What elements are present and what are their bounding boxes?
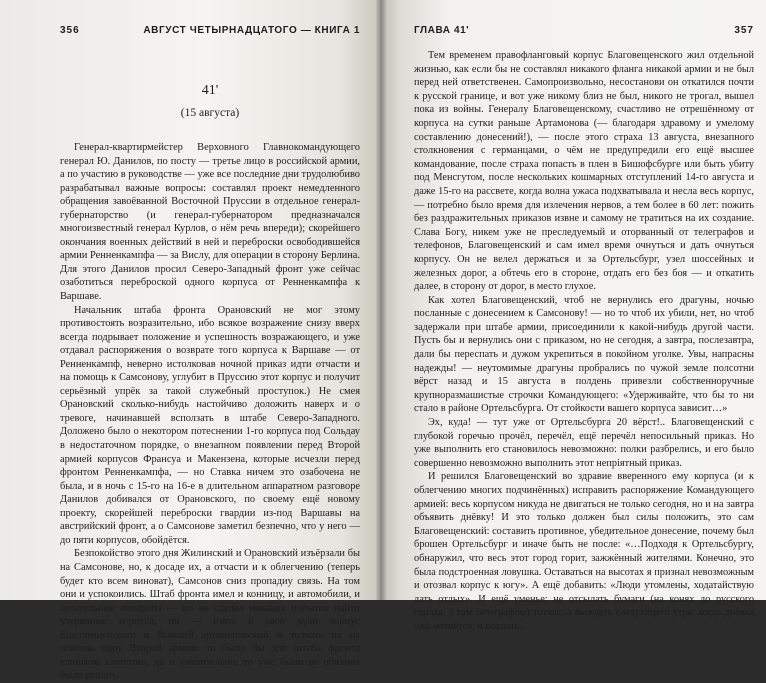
paragraph: Эх, куда! — тут уже от Ортельсбурга 20 вёрст!.. Благовещенский с глубокой горечью прочёл, перечёл, ещё перечёл непосильный приказ. Но уже выполнить его становилось невозможно: полки разбрелись, и его было совершенно невозможно выполнить этот непріятный приказ. [414, 417, 754, 469]
running-title: ГЛАВА 41' [414, 25, 470, 36]
page-number: 357 [734, 25, 754, 36]
right-page-body [414, 49, 754, 634]
left-running-head [60, 25, 360, 39]
chapter-date: (15 августа) [180, 107, 240, 119]
paragraph: И решился Благовещенский во здравие вверенного ему корпуса (и к облегчению многих подчинённых) исправить распоряжение Командующего армией: весь корпусом никуда не двигаться не только сегодня, но и на завтра объявить днёвку! И это только должен был силы положить, это сам Благовещенский: составить противное, убедительное донесение, почему был брошен Ортельсбург и иначе быть не после: «…Подходя к Ортельсбургу, обнаружил, что весь этот город горит, зажжённый жителями. Конечно, это была подстроенная ловушка. Оставаться на высотах я признал невозможным и отозвал корпус к югу». А ещё добавить: «Люди утомлены, ходатайствую дать отдых». И ещё уменье: не отсылать бумаги (на конях до русского города, а там телеграфом) тотчас, а выждать следующего утра, когда днёвка уже начнётся, и послать. [414, 471, 754, 632]
paragraph: Как хотел Благовещенский, чтоб не вернулись его драгуны, ночью посланные с донесением к Самсонову! — но то чтоб их убили, нет, но чтоб задержали при штабе армии, присоединили к какой-нибудь другой части. Пусть бы и вернулись они с приказом, но не сегодня, а завтра, послезавтра, дали бы переспать и дужом укрепиться в покойном уголке. Увы, напрасны надежды! — неутомимые драгуны пробрались по чужой земле полсотни вёрст назад и 15 августа в полдень привезли собственноручные крупноразмашистые строчки Командующего: «Удерживайте, что бы то ни стало в районе Ортельсбурга. От стойкости вашего корпуса зависит…» [414, 294, 754, 415]
chapter-title: 41' [201, 83, 219, 98]
paragraph: Начальник штаба фронта Орановский не мог этому противостоять возразительно, ибо всякое возражение снизу вверх всегда подрывает положение и успешность возражающего, и уже отдавал распоряжения о возврате того корпуса к Варшаве — от Ренненкампф, неверно истолковав ночной приказ идти отчасти и на помощь к Самсонову, углубит в Пруссию этот корпус и получит серьёзный упрёк за такой служебный проступок.) Не смея Орановский сколько-нибудь настойчиво доложить наверх и о тревоге, начинавшей всползать в штабе Северо-Западного. Доложено было о некотором потеснении 1-го корпуса под Сольдау в недостаточном порядке, о внезапном появлении перед Второй армией корпусов Франсуа и Макензена, которые исчезли перед фронтом Ренненкампфа, — но Ставка ничем это озабочена не была, и в ночь с 15-го на 16-е в длительном аппаратном разговоре Данилов добивался от Орановского, по своему ещё новому проекту, скорейшей переброски гвардии из-под Варшавы на австрийский фронт, а о Самсонове заметил безпечно, что у него — до пяти корпусов, обойдётся. [60, 304, 360, 546]
running-title: АВГУСТ ЧЕТЫРНАДЦАТОГО — КНИГА 1 [143, 25, 360, 36]
left-page [0, 0, 380, 682]
paragraph: Генерал-квартирмейстер Верховного Главнокомандующего генерал Ю. Данилов, по посту — третье лицо в российской армии, а по участию в руководстве — уже все последние дни трудолюбиво разрабатывал важные вопросы: составлял проект немедленного обращения завоёванной Восточной Пруссии в отдельное генерал-губернаторство (и генерал-губернатором предназначался многоизвестный генерал Курлов, о нём речь впереди); скорейшего окончания военных действий в ней и переброски освободившейся армии Ренненкампфа — за Вислу, для операции в сторону Берлина. Для этого Данилов просил Северо-Западный фронт уже сейчас озаботиться переброской одного корпуса от Ренненкампфа к Варшаве. [60, 142, 360, 303]
right-page [380, 0, 766, 632]
paragraph: Безпокойство этого дня Жилинский и Орановский изъёрзали бы на Самсонове, но, к досаде их, а отчасти и к облегчению (теперь будет кто всем виноват), Самсонов сниз пропадиу связь. На том они и успокоились. Штаб фронта имел и конницу, и автомобили, и летательные аппараты — но не сделал никаких попыток найти утерянные корпуса, ни — взять в свои руки корпус Благовещенского и бывший артамоновский и толкать их на помощь ядру Второй армии: то было бы для штаба фронта слишком хлопотно, да и унизительно, то уже были не обязаны были решать. [60, 548, 360, 682]
right-running-head [414, 25, 754, 39]
paragraph: Тем временем правофланговый корпус Благовещенского жил отдельной жизнью, как если бы не составлял никакого фланга никакой армии и не был перед ней ответственен. Самопроизвольно, несостанови он откатился почти к русской границе, и вот уже никому близ не был, никого не трогал, вышел пока из войны. Генералу Благовещенскому, счастливо не отрешённому от корпуса на сутки раньше Артамонова (— благодаря здравому и умелому составлению донесений!), — после этого страха 13 августа, внезапного столкновения с германцами, о чём не предупредили его ещё высшее командование, после страха попасть в плен в Бишофсбурге или быть убиту под Менсгутом, после нескольких кошмарных отступлений 14-го августа и даже 15-го на рассвете, когда волна ужаса подхватывала и несла весь корпус, — потребно было время для излечения нервов, а тем более в 60 лет: пожить без раздражительных приказов извне и самому не тратиться на их создание. Слава Богу, никем уже не преследуемый и оторванный от телеграфов и телефонов, Благовещенский и сам имел время очнуться и дать очнуться корпусу. Он не велел держаться и за Ортельсбург, узел шоссейных и железных дорог, а обтечь его в стороне, отдать его без боя — и откатить далее, в сторону от дорог, в место глухое. [414, 50, 754, 293]
left-page-body [60, 141, 360, 683]
page-number: 356 [60, 25, 80, 36]
